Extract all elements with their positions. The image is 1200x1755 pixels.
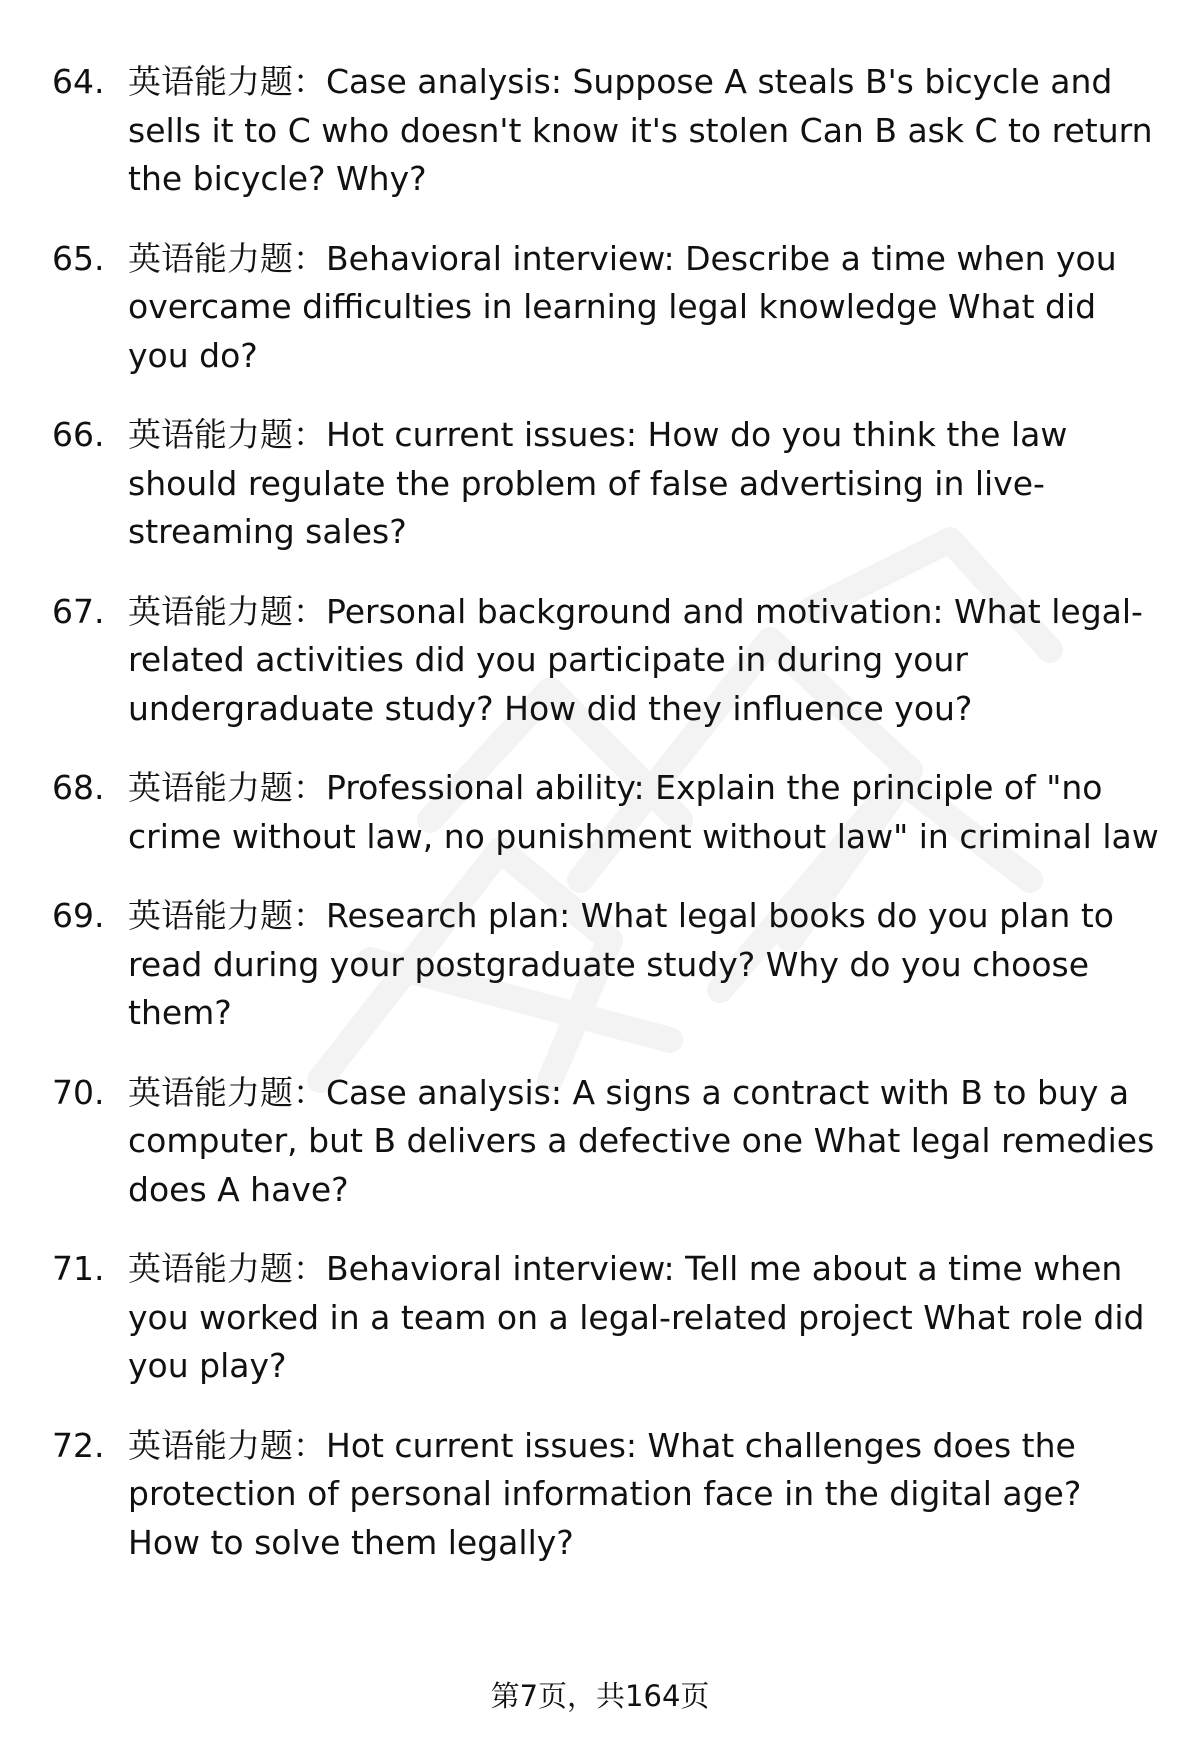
- question-body: [128, 1245, 1162, 1391]
- question-body: [128, 411, 1162, 557]
- question-number: 71.: [52, 1249, 105, 1288]
- question-item: [52, 1422, 1162, 1568]
- question-body: [128, 764, 1162, 861]
- question-category: 英语能力题：: [128, 1425, 326, 1465]
- question-body: [128, 1069, 1162, 1215]
- question-body: [128, 1422, 1162, 1568]
- question-body: [128, 892, 1162, 1038]
- question-number: 64.: [52, 62, 105, 101]
- question-text: Behavioral interview: Tell me about a time when you worked in a team on a legal-related project What role did you play?: [128, 1249, 1145, 1385]
- question-text: Case analysis: A signs a contract with B to buy a computer, but B delivers a defective one What legal remedies does A have?: [128, 1072, 1155, 1209]
- question-category: 英语能力题：: [128, 1072, 326, 1112]
- question-category: 英语能力题：: [128, 1249, 326, 1288]
- question-item: [52, 1245, 1162, 1391]
- question-category: 英语能力题：: [128, 415, 326, 454]
- question-item: [52, 411, 1162, 557]
- question-text: Professional ability: Explain the principle of "no crime without law, no punishment without law" in criminal law: [128, 768, 1159, 856]
- question-text: Hot current issues: How do you think the law should regulate the problem of false advertising in live-streaming sales?: [128, 415, 1068, 551]
- question-item: [52, 58, 1162, 204]
- question-item: [52, 235, 1162, 381]
- question-category: 英语能力题：: [128, 591, 326, 631]
- page-footer: 第7页，共164页: [490, 1679, 710, 1713]
- question-category: 英语能力题：: [128, 62, 326, 101]
- question-body: [128, 588, 1162, 734]
- question-number: 65.: [52, 238, 105, 278]
- question-list: [52, 58, 1162, 1598]
- question-text: Case analysis: Suppose A steals B's bicycle and sells it to C who doesn't know it's stolen Can B ask C to return the bicycle? Why?: [128, 62, 1153, 198]
- question-text: Behavioral interview: Describe a time when you overcame difficulties in learning legal knowledge What did you do?: [128, 238, 1117, 375]
- question-text: Personal background and motivation: What legal-related activities did you participate in during your undergraduate study? How did they influence you?: [128, 591, 1143, 728]
- question-number: 70.: [52, 1072, 105, 1112]
- question-item: [52, 588, 1162, 734]
- question-number: 67.: [52, 591, 105, 631]
- question-item: [52, 892, 1162, 1038]
- question-category: 英语能力题：: [128, 896, 326, 935]
- question-text: Research plan: What legal books do you plan to read during your postgraduate study? Why do you choose them?: [128, 896, 1114, 1032]
- question-body: [128, 58, 1162, 204]
- question-category: 英语能力题：: [128, 238, 326, 278]
- question-category: 英语能力题：: [128, 768, 326, 807]
- question-number: 66.: [52, 415, 105, 454]
- question-item: [52, 1069, 1162, 1215]
- question-number: 69.: [52, 896, 105, 935]
- question-text: Hot current issues: What challenges does the protection of personal information face in the digital age? How to solve them legally?: [128, 1425, 1082, 1562]
- question-number: 72.: [52, 1425, 105, 1465]
- question-item: [52, 764, 1162, 861]
- question-number: 68.: [52, 768, 105, 807]
- question-body: [128, 235, 1162, 381]
